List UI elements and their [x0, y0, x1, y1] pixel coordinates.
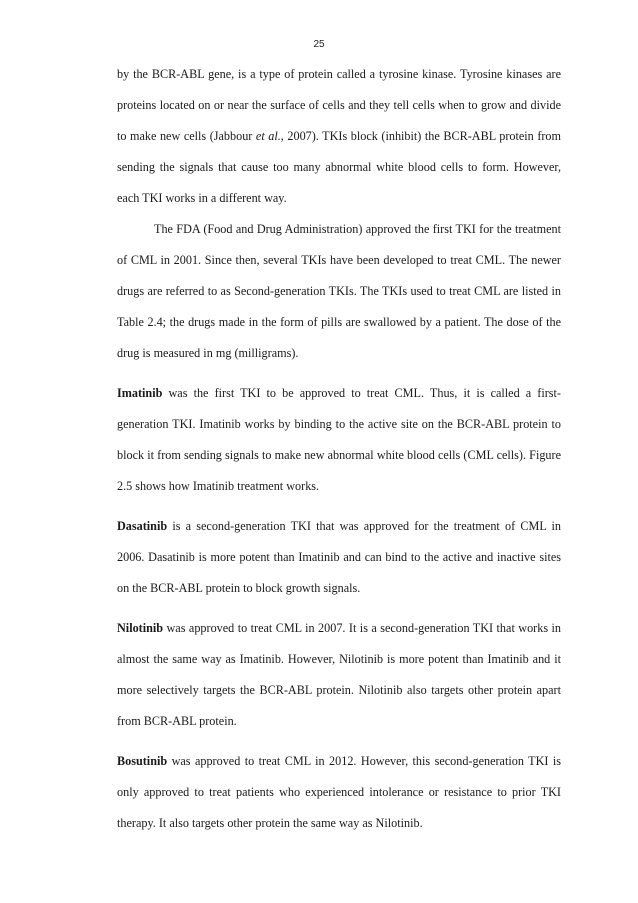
bosutinib-paragraph — [117, 746, 561, 839]
intro-paragraph — [117, 59, 561, 214]
nilotinib-paragraph — [117, 613, 561, 737]
dasatinib-description: is a second-generation TKI that was approved for the treatment of CML in 2006. Dasatinib is more potent than Imatinib and can bind to the active and inactive sites on the BCR-ABL protein to block growth signals. — [117, 519, 561, 595]
intro-text-part-1: by the BCR-ABL gene, is a type of protein called a tyrosine kinase. Tyrosine kinases are proteins located on or near the surface of cells and they tell cells when to grow and divide to make new cells (Jabbour — [117, 67, 561, 143]
dasatinib-paragraph — [117, 511, 561, 604]
citation-et-al: et al. — [255, 129, 281, 143]
intro-text-part-2: , 2007). TKIs block (inhibit) the BCR-ABL protein from sending the signals that cause too many abnormal white blood cells to form. However, each TKI works in a different way. — [117, 129, 562, 205]
imatinib-description: was the first TKI to be approved to treat CML. Thus, it is called a first-generation TKI. Imatinib works by binding to the active site on the BCR-ABL protein to block it from sending signals to make new abnormal white blood cells (CML cells). Figure 2.5 shows how Imatinib treatment works. — [117, 386, 561, 493]
body-text — [117, 59, 561, 839]
page-number: 25 — [313, 39, 325, 50]
bosutinib-description: was approved to treat CML in 2012. However, this second-generation TKI is only approved to treat patients who experienced intolerance or resistance to prior TKI therapy. It also targets other protein the same way as Nilotinib. — [117, 754, 561, 830]
drug-name-nilotinib: Nilotinib — [117, 621, 164, 635]
drug-name-dasatinib: Dasatinib — [117, 519, 168, 533]
drug-name-imatinib: Imatinib — [117, 386, 163, 400]
fda-paragraph: The FDA (Food and Drug Administration) approved the first TKI for the treatment of CML in 2001. Since then, several TKIs have been developed to treat CML. The newer drugs are referred to as Second-generation TKIs. The TKIs used to treat CML are listed in Table 2.4; the drugs made in the form of pills are swallowed by a patient. The dose of the drug is measured in mg (milligrams). — [117, 222, 561, 360]
drug-name-bosutinib: Bosutinib — [117, 754, 168, 768]
nilotinib-description: was approved to treat CML in 2007. It is a second-generation TKI that works in almost the same way as Imatinib. However, Nilotinib is more potent than Imatinib and it more selectively targets the BCR-ABL protein. Nilotinib also targets other protein apart from BCR-ABL protein. — [117, 621, 561, 728]
imatinib-paragraph — [117, 378, 561, 502]
